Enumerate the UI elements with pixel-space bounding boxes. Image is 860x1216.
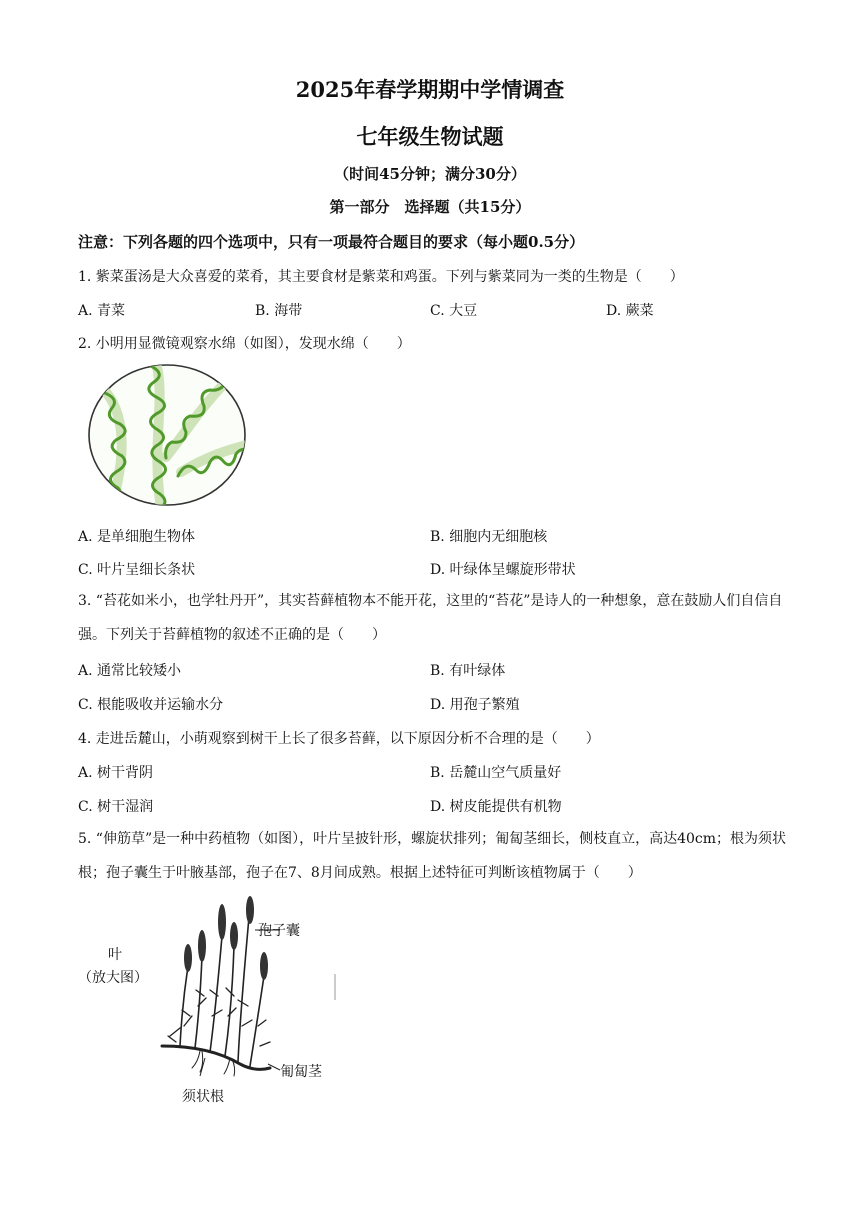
exam-subtitle: 七年级生物试题 (356, 124, 504, 149)
notice: 注意：下列各题的四个选项中，只有一项最符合题目的要求（每小题0.5分） (78, 233, 585, 251)
time-info: （时间45分钟；满分30分） (334, 165, 526, 183)
question-4-option-c[interactable]: C. 树干湿润 (78, 799, 154, 815)
question-2-option-c[interactable]: C. 叶片呈细长条状 (78, 562, 196, 578)
question-1-option-d[interactable]: D. 蕨菜 (606, 303, 654, 319)
question-3-option-b[interactable]: B. 有叶绿体 (430, 663, 506, 679)
question-1-stem: 1. 紫菜蛋汤是大众喜爱的菜肴，其主要食材是紫菜和鸡蛋。下列与紫菜同为一类的生物是（ ） (78, 269, 684, 285)
exam-title: 2025年春学期期中学情调查 (295, 77, 565, 102)
question-1-option-a[interactable]: A. 青菜 (78, 303, 126, 319)
lycopodium-plant-image (140, 896, 340, 1086)
question-4-option-b[interactable]: B. 岳麓山空气质量好 (430, 765, 562, 781)
question-2-option-d[interactable]: D. 叶绿体呈螺旋形带状 (430, 562, 576, 578)
figure-label-leaf: 叶 (108, 947, 122, 963)
question-3-option-c[interactable]: C. 根能吸收并运输水分 (78, 697, 224, 713)
figure-label-leaf-zoom: （放大图） (78, 970, 148, 986)
figure-label-sporangium: 孢子囊 (258, 923, 300, 939)
figure-label-stolon: 匍匐茎 (280, 1064, 322, 1080)
question-3-option-a[interactable]: A. 通常比较矮小 (78, 663, 182, 679)
section-title: 第一部分 选择题（共15分） (329, 198, 531, 216)
question-5-stem: 5. “伸筋草”是一种中药植物（如图），叶片呈披针形，螺旋状排列；匍匐茎细长，侧枝直立，高达40cm；根为须状根；孢子囊生于叶腋基部，孢子在7、8月间成熟。根据上述特征可判断该植物属于（ ） (78, 831, 787, 881)
spirogyra-micrograph-image (86, 362, 248, 508)
question-2-stem: 2. 小明用显微镜观察水绵（如图），发现水绵（ ） (78, 336, 411, 352)
question-3-option-d[interactable]: D. 用孢子繁殖 (430, 697, 520, 713)
question-1-option-c[interactable]: C. 大豆 (430, 303, 478, 319)
question-2-option-b[interactable]: B. 细胞内无细胞核 (430, 529, 548, 545)
question-2-option-a[interactable]: A. 是单细胞生物体 (78, 529, 196, 545)
figure-label-roots: 须状根 (182, 1089, 224, 1105)
question-4-option-d[interactable]: D. 树皮能提供有机物 (430, 799, 562, 815)
question-1-option-b[interactable]: B. 海带 (255, 303, 303, 319)
question-4-stem: 4. 走进岳麓山，小萌观察到树干上长了很多苔藓，以下原因分析不合理的是（ ） (78, 731, 600, 747)
question-3-stem: 3. “苔花如米小，也学牡丹开”，其实苔藓植物本不能开花，这里的“苔花”是诗人的一种想象，意在鼓励人们自信自强。下列关于苔藓植物的叙述不正确的是（ ） (78, 593, 783, 643)
question-4-option-a[interactable]: A. 树干背阴 (78, 765, 154, 781)
